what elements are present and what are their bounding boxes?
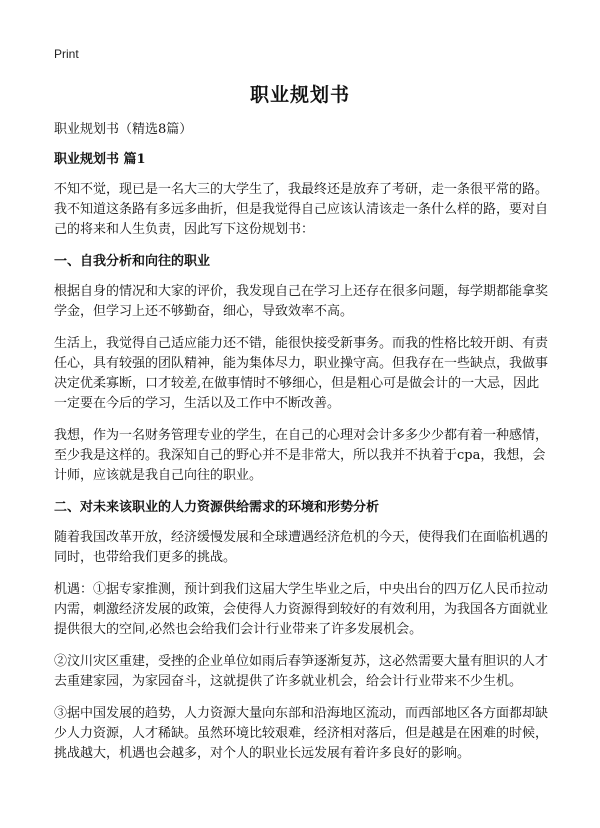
document-body — [54, 120, 550, 776]
paragraph: 根据自身的情况和大家的评价，我发现自己在学习上还存在很多问题，每学期都能拿奖学金，但学习上还不够勤奋，细心，导致效率不高。 — [54, 284, 549, 319]
paragraph: 机遇：①据专家推测，预计到我们这届大学生毕业之后，中央出台的四万亿人民币拉动内需，刺激经济发展的政策，会使得人力资源得到较好的有效利用，为我国各方面就业提供很大的空间,必然也会给我们会计行业带来了许多发展机会。 — [54, 582, 549, 637]
section-heading-self-analysis: 一、自我分析和向往的职业 — [54, 254, 211, 269]
intro-paragraph: 不知不觉，现已是一名大三的大学生了，我最终还是放弃了考研，走一条很平常的路。我不知道这条路有多远多曲折，但是我觉得自己应该认清该走一条什么样的路，要对自己的将来和人生负责，因此写下这份规划书： — [54, 182, 549, 237]
paragraph: 我想，作为一名财务管理专业的学生，在自己的心理对会计多多少少都有着一种感情，至少我是这样的。我深知自己的野心并不是非常大，所以我并不执着于cpa，我想，会计师，应该就是我自己向往的职业。 — [54, 428, 549, 483]
paragraph: 随着我国改革开放，经济缓慢发展和全球遭遇经济危机的今天，使得我们在面临机遇的同时，也带给我们更多的挑战。 — [54, 530, 549, 565]
article-heading: 职业规划书 篇1 — [54, 152, 146, 167]
paragraph: ③据中国发展的趋势，人力资源大量向东部和沿海地区流动，而西部地区各方面都却缺少人力资源，人才稀缺。虽然环境比较艰难，经济相对落后，但是越是在困难的时候，挑战越大，机遇也会越多，对个人的职业长远发展有着许多良好的影响。 — [54, 706, 549, 761]
print-link[interactable]: Print — [54, 47, 79, 61]
document-subtitle: 职业规划书（精选8篇） — [54, 122, 193, 137]
paragraph: 生活上，我觉得自己适应能力还不错，能很快接受新事务。而我的性格比较开朗、有责任心，具有较强的团队精神，能为集体尽力，职业操守高。但我存在一些缺点，我做事决定优柔寡断，口才较差,在做事情时不够细心，但是粗心可是做会计的一大忌，因此一定要在今后的学习，生活以及工作中不断改善。 — [54, 336, 549, 411]
section-heading-environment: 二、对未来该职业的人力资源供给需求的环境和形势分析 — [54, 500, 380, 515]
page-title: 职业规划书 — [249, 84, 350, 106]
paragraph: ②汶川灾区重建，受挫的企业单位如雨后春笋逐渐复苏，这必然需要大量有胆识的人才去重建家园，为家园奋斗，这就提供了许多就业机会，给会计行业带来不少生机。 — [54, 654, 549, 689]
